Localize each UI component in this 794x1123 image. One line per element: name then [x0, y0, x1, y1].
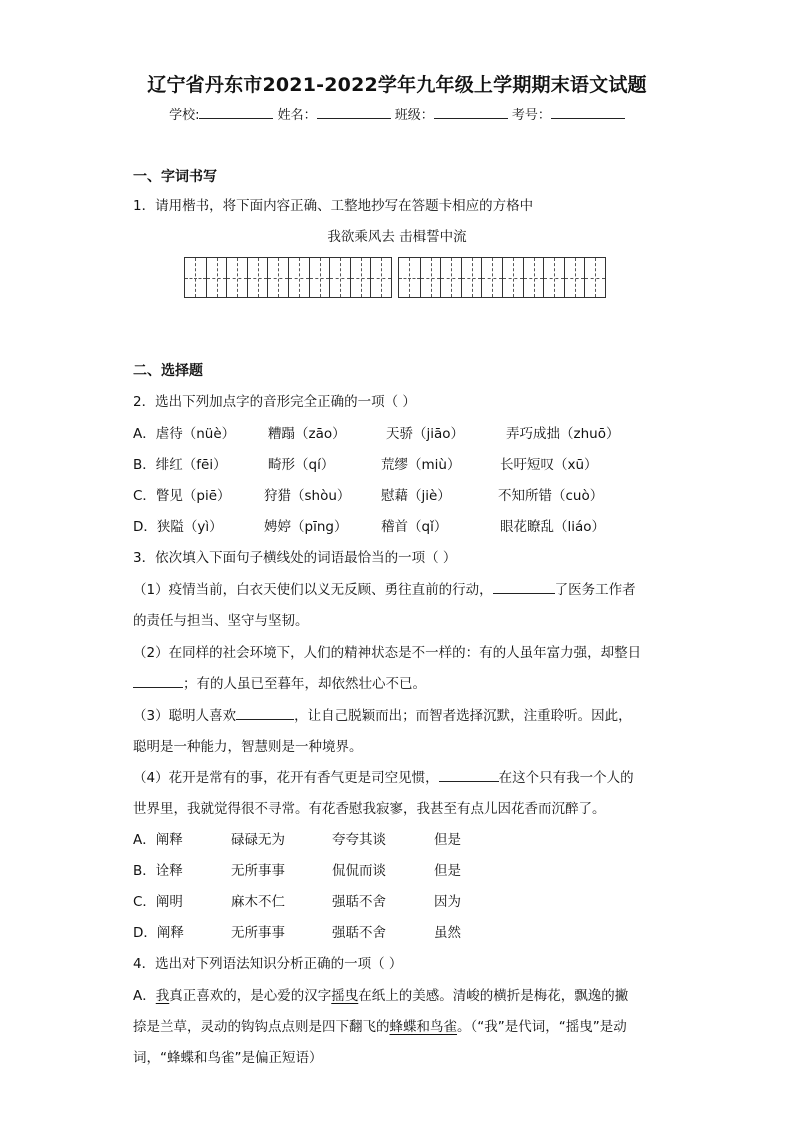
grid-cell — [543, 258, 564, 297]
q3-option-d-3: 强聒不舍 — [332, 925, 386, 941]
grid-cell — [185, 258, 206, 297]
q3-sentence-2: （2）在同样的社会环境下，人们的精神状态是不一样的：有的人虽年富力强，却整日 — [133, 645, 642, 661]
class-label: 班级： — [394, 108, 434, 123]
q2-option-c-3: 慰藉（jiè） — [381, 488, 451, 504]
grid-cell — [461, 258, 482, 297]
q3-sentence-2-cont: ；有的人虽已至暮年，却依然壮心不已。 — [133, 672, 426, 692]
writing-grid — [184, 257, 610, 298]
grid-block — [184, 257, 392, 298]
grid-cell — [420, 258, 441, 297]
q2-option-c-4: 不知所错（cuò） — [498, 488, 604, 504]
grid-cell — [288, 258, 309, 297]
grid-cell — [267, 258, 288, 297]
q4-option-a: A．我真正喜欢的，是心爱的汉字摇曳在纸上的美感。清峻的横折是梅花，飘逸的撇 — [133, 988, 629, 1004]
grid-cell — [206, 258, 227, 297]
q3-option-b: B．诠释 — [133, 863, 183, 879]
q3-option-a-4: 但是 — [434, 832, 461, 848]
grid-cell — [350, 258, 371, 297]
grid-cell — [481, 258, 502, 297]
section1-heading: 一、字词书写 — [133, 169, 217, 185]
q4-stem: 4．选出对下列语法知识分析正确的一项（ ） — [133, 956, 403, 972]
q2-option-d-2: 娉婷（pīng） — [264, 519, 348, 535]
q2-option-a-3: 天骄（jiāo） — [386, 426, 465, 442]
blank-1 — [493, 580, 555, 594]
q2-option-a-4: 弄巧成拙（zhuō） — [506, 426, 620, 442]
grid-cell — [502, 258, 523, 297]
grid-cell — [329, 258, 350, 297]
q3-sentence-3-cont: 聪明是一种能力，智慧则是一种境界。 — [133, 739, 363, 755]
class-blank — [434, 106, 508, 119]
grid-cell — [523, 258, 544, 297]
grid-cell — [309, 258, 330, 297]
grid-cell — [440, 258, 461, 297]
q3-option-b-4: 但是 — [434, 863, 461, 879]
q2-option-b-3: 荒缪（miù） — [381, 457, 461, 473]
q2-option-a-2: 糟蹋（zāo） — [268, 426, 346, 442]
q2-option-c-2: 狩猎（shòu） — [264, 488, 351, 504]
grid-block — [398, 257, 606, 298]
school-blank — [199, 106, 273, 119]
q3-option-d-2: 无所事事 — [231, 925, 285, 941]
q3-option-c-3: 强聒不舍 — [332, 894, 386, 910]
q3-sentence-4: （4）花开是常有的事，花开有香气更是司空见惯， 在这个只有我一个人的 — [133, 770, 634, 786]
q3-sentence-3: （3）聪明人喜欢 ，让自己脱颖而出；而智者选择沉默，注重聆听。因此， — [133, 708, 632, 724]
q3-sentence-1: （1）疫情当前，白衣天使们以义无反顾、勇往直前的行动， 了医务工作者 — [133, 582, 636, 598]
id-label: 考号： — [511, 108, 551, 123]
page-title: 辽宁省丹东市2021-2022学年九年级上学期期末语文试题 — [147, 74, 647, 96]
q3-option-a: A．阐释 — [133, 832, 183, 848]
q3-option-d-4: 虽然 — [434, 925, 461, 941]
name-blank — [317, 106, 391, 119]
school-label: 学校: — [169, 108, 200, 123]
blank-3 — [236, 706, 294, 720]
q3-sentence-4-cont: 世界里，我就觉得很不寻常。有花香慰我寂寥，我甚至有点儿因花香而沉醉了。 — [133, 801, 606, 817]
q3-option-a-2: 碌碌无为 — [231, 832, 285, 848]
q2-option-a: A．虐待（nüè） — [133, 426, 236, 442]
q1-stem: 1．请用楷书，将下面内容正确、工整地抄写在答题卡相应的方格中 — [133, 198, 534, 214]
underlined-yaoye: 摇曳 — [331, 988, 359, 1004]
name-label: 姓名： — [277, 108, 317, 123]
q3-option-c-2: 麻木不仁 — [231, 894, 285, 910]
grid-cell — [247, 258, 268, 297]
q4-option-a-cont2: 词，“蜂蝶和鸟雀”是偏正短语） — [133, 1050, 323, 1066]
q3-stem: 3．依次填入下面句子横线处的词语最恰当的一项（ ） — [133, 550, 457, 566]
q2-option-b-2: 畸形（qí） — [268, 457, 335, 473]
q2-option-b: B．绯红（fēi） — [133, 457, 227, 473]
underlined-fengdie: 蜂蝶和鸟雀 — [389, 1019, 457, 1035]
q3-option-c-4: 因为 — [434, 894, 461, 910]
grid-cell — [584, 258, 605, 297]
id-blank — [551, 106, 625, 119]
student-info-line — [0, 104, 794, 123]
blank-4 — [439, 768, 499, 782]
q3-option-b-2: 无所事事 — [231, 863, 285, 879]
copy-text: 我欲乘风去 击楫誓中流 — [327, 229, 467, 245]
q3-option-a-3: 夸夸其谈 — [332, 832, 386, 848]
q3-option-d: D．阐释 — [133, 925, 184, 941]
q2-option-c: C．瞥见（piē） — [133, 488, 231, 504]
q4-option-a-cont: 捺是兰草，灵动的钩钩点点则是四下翻飞的蜂蝶和鸟雀。（“我”是代词，“摇曳”是动 — [133, 1019, 627, 1035]
grid-cell — [226, 258, 247, 297]
grid-cell — [370, 258, 391, 297]
q2-option-d-4: 眼花瞭乱（liáo） — [500, 519, 606, 535]
q3-sentence-1-cont: 的责任与担当、坚守与坚韧。 — [133, 613, 309, 629]
section2-heading: 二、选择题 — [133, 363, 203, 379]
q3-option-b-3: 侃侃而谈 — [332, 863, 386, 879]
q3-option-c: C．阐明 — [133, 894, 183, 910]
q2-option-d-3: 稽首（qǐ） — [381, 519, 448, 535]
underlined-wo: 我 — [155, 988, 170, 1004]
q2-stem: 2．选出下列加点字的音形完全正确的一项（ ） — [133, 394, 416, 410]
grid-cell — [399, 258, 420, 297]
blank-2 — [133, 674, 183, 688]
q2-option-b-4: 长吁短叹（xū） — [500, 457, 598, 473]
q2-option-d: D．狭隘（yì） — [133, 519, 223, 535]
grid-cell — [564, 258, 585, 297]
